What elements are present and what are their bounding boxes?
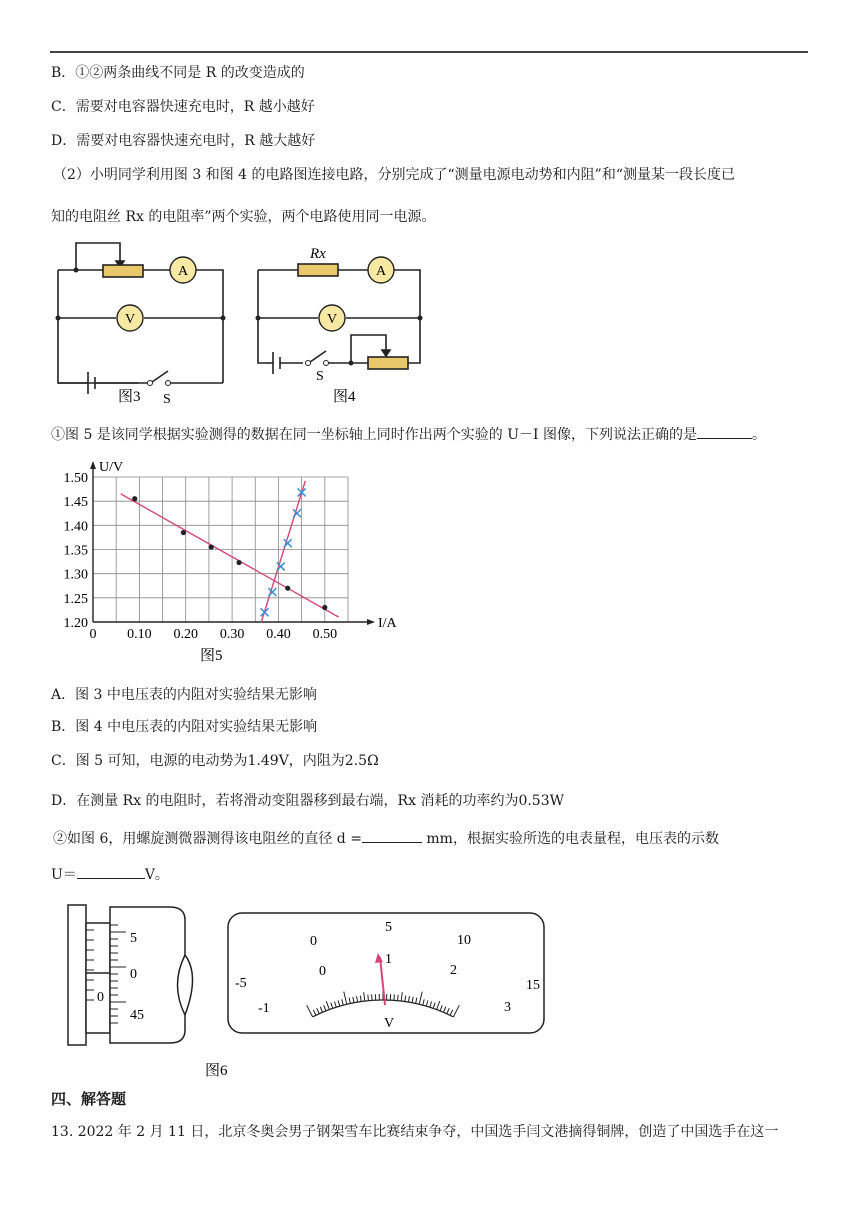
x-tick-label: 0.40 [266,627,291,642]
question-fig5-line [51,424,766,444]
micrometer-label-45: 45 [130,1008,144,1023]
circuit-figures [48,235,448,410]
diameter-unit-text: mm，根据实验所选的电表量程，电压表的示数 [426,831,719,847]
data-point-cross [268,588,276,596]
option-b-line: B．①②两条曲线不同是 R 的改变造成的 [51,65,305,81]
data-point-cross [293,509,301,517]
x-tick-label: 0 [89,627,97,642]
option-b: B．图 4 中电压表的内阻对实验结果无影响 [51,719,318,735]
dial-outer-label: 15 [526,978,540,993]
dial-inner-label: 0 [319,964,326,979]
option-a: A．图 3 中电压表的内阻对实验结果无影响 [51,687,317,703]
dial-tick [398,995,399,1001]
dial-inner-label: 3 [504,1000,511,1015]
y-axis-label: U/V [99,460,124,475]
dial-outer-label: -5 [235,976,247,991]
data-point-dot [132,496,137,501]
micrometer-label-5: 5 [130,931,137,946]
option-d: D．在测量 Rx 的电阻时，若将滑动变阻器移到最右端，Rx 消耗的功率约为0.53W [51,793,565,809]
x-tick-label: 0.20 [173,627,198,642]
option-d-line: D．需要对电容器快速充电时，R 越大越好 [51,133,316,149]
y-tick-label: 1.20 [63,616,88,631]
y-tick-label: 1.45 [63,495,88,511]
fig3-caption: 图3 [118,389,141,405]
y-tick-label: 1.30 [63,567,88,583]
question-fig5-end: 。 [752,427,767,443]
question-fig5-text: ①图 5 是该同学根据实验测得的数据在同一坐标轴上同时作出两个实验的 U－I 图像，下列说法正确的是 [51,427,698,443]
data-point-dot [322,605,327,610]
dial-tick [368,995,369,1001]
question-2-line2: 知的电阻丝 Rx 的电阻率”两个实验，两个电路使用同一电源。 [51,209,436,225]
option-c: C．图 5 可知，电源的电动势为1.49V，内阻为2.5Ω [51,753,379,769]
fit-line [121,494,339,617]
fit-line [261,481,305,622]
dial-outer-label: 10 [457,933,471,948]
fig6-caption: 图6 [205,1063,228,1079]
answer-blank[interactable] [697,426,752,439]
y-tick-label: 1.40 [63,519,88,535]
header-rule [50,51,808,53]
voltmeter-label: V [124,312,136,327]
section-heading: 四、解答题 [51,1090,127,1108]
diameter-blank[interactable] [362,830,422,843]
fig4-caption: 图4 [333,389,356,405]
ammeter-label: A [375,264,387,279]
x-tick-label: 0.30 [219,627,245,642]
voltmeter-label: V [326,312,338,327]
data-point-dot [285,586,290,591]
dial-inner-label: -1 [258,1001,270,1016]
x-axis-arrow [367,619,375,625]
y-tick-label: 1.50 [63,471,88,486]
question-fig6-line1 [53,828,719,848]
question-fig6-line2 [51,864,169,884]
voltage-label: U＝ [51,867,77,883]
switch-label: S [163,392,171,407]
x-tick-label: 0.50 [312,627,338,642]
question-2-line1: （2）小明同学利用图 3 和图 4 的电路图连接电路，分别完成了“测量电源电动势和内阻”和“测量某一段长度已 [53,167,735,183]
x-axis-label: I/A [378,616,397,631]
switch-label: S [316,369,324,384]
data-point-dot [181,530,186,535]
micrometer-label-0: 0 [130,967,137,982]
x-tick-label: 0.10 [127,627,152,642]
dial-inner-label: 2 [450,963,457,978]
question-13-line: 13. 2022 年 2 月 11 日，北京冬奥会男子钢架雪车比赛结束争夺，中国选手闫文港摘得铜牌，创造了中国选手在这一 [51,1124,779,1140]
voltage-unit: V。 [144,867,169,883]
option-c-line: C．需要对电容器快速充电时，R 越小越好 [51,99,315,115]
voltage-blank[interactable] [77,866,145,879]
ammeter-label: A [177,264,189,279]
fig6-instruments [60,895,560,1085]
dial-outer-label: 5 [385,920,392,935]
fig5-caption: 图5 [200,648,223,664]
dial-outer-label: 0 [310,934,317,949]
ui-graph-fig5 [48,452,408,670]
dial-inner-label: 1 [385,952,392,967]
question-fig6-text: ②如图 6，用螺旋测微器测得该电阻丝的直径 d = [53,831,362,847]
dial-unit: V [384,1016,395,1031]
data-point-cross [284,539,292,547]
data-point-dot [209,544,214,549]
y-axis-arrow [90,461,96,469]
data-point-dot [236,560,241,565]
y-tick-label: 1.25 [63,591,88,607]
rx-label: Rx [310,246,326,262]
micrometer-main-scale: 0 [97,990,104,1005]
y-tick-label: 1.35 [63,543,88,559]
